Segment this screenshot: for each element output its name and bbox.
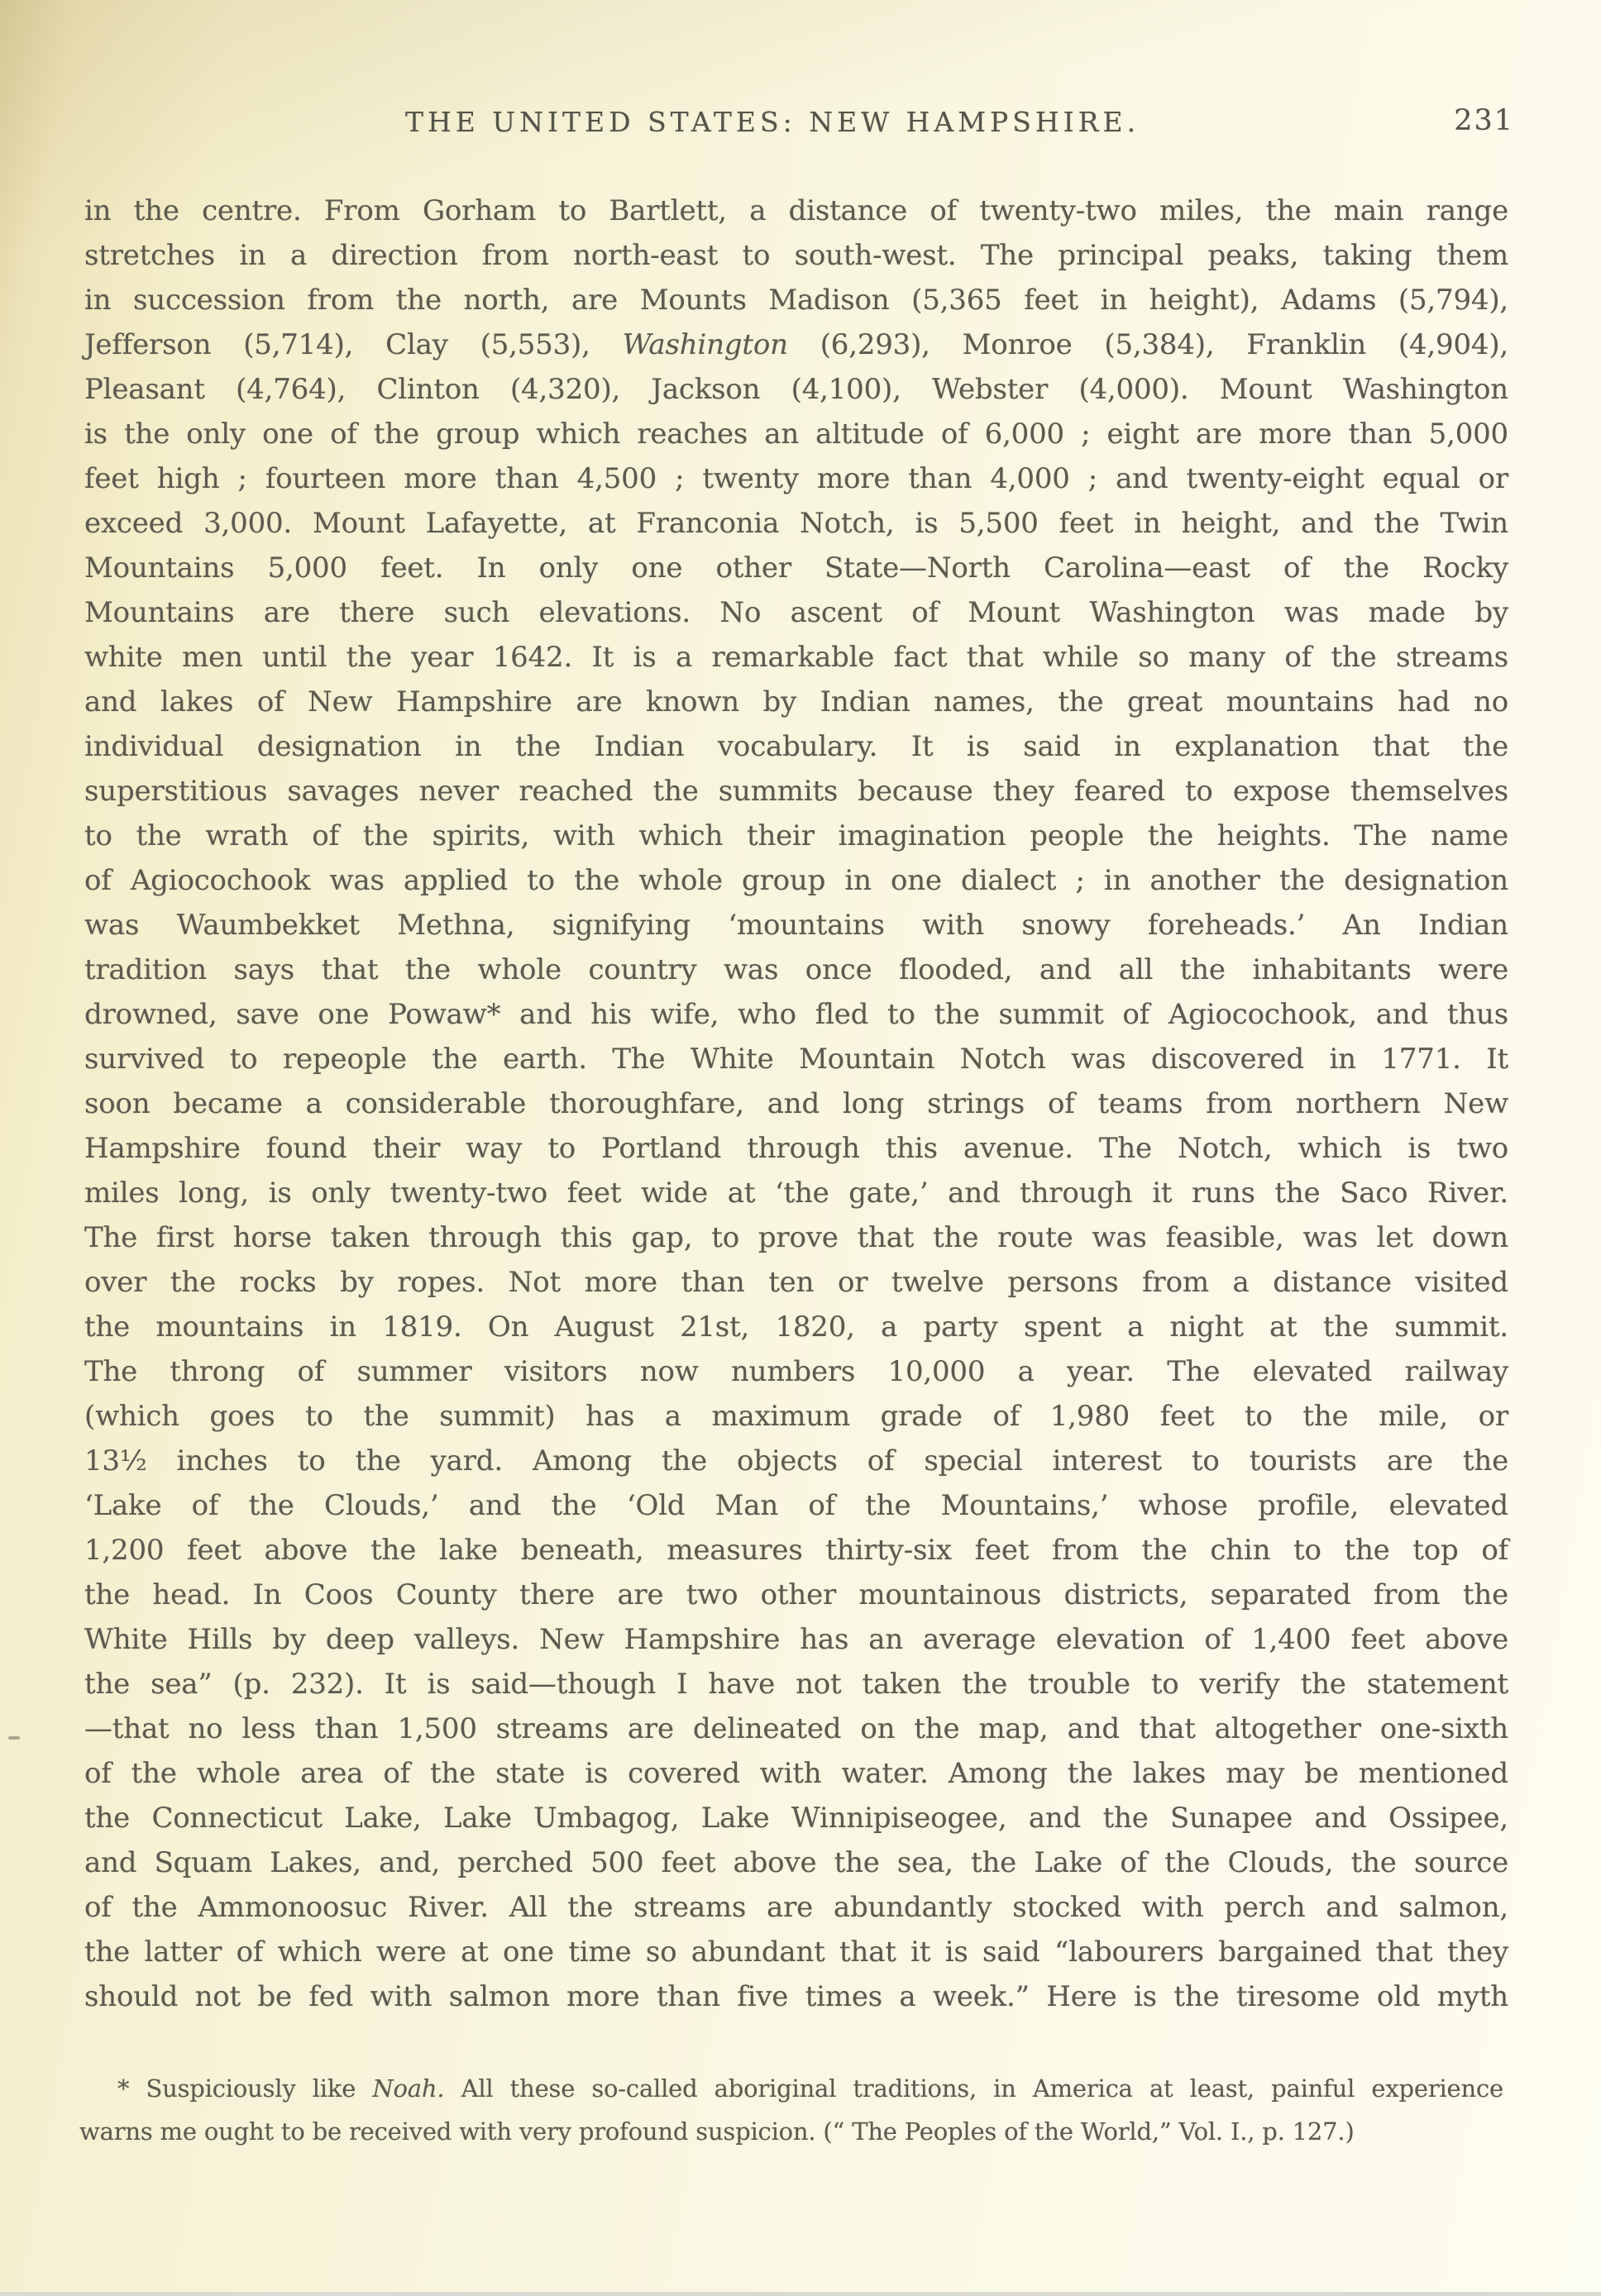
text-line: * Suspiciously like Noah. All these so-called aboriginal traditions, in America at least, painful experience: [117, 2074, 1503, 2103]
text-line: tradition says that the whole country was once flooded, and all the inhabitants were: [84, 953, 1508, 986]
text-line: stretches in a direction from north-east to south-west. The principal peaks, taking them: [84, 239, 1508, 272]
text-line: 1,200 feet above the lake beneath, measures thirty-six feet from the chin to the top of: [84, 1534, 1508, 1567]
text-line: the latter of which were at one time so abundant that it is said “labourers bargained that they: [84, 1936, 1508, 1969]
text-line: White Hills by deep valleys. New Hampshire has an average elevation of 1,400 feet above: [84, 1623, 1508, 1656]
text-line: Mountains 5,000 feet. In only one other State—North Carolina—east of the Rocky: [84, 551, 1508, 585]
text-line: and lakes of New Hampshire are known by Indian names, the great mountains had no: [84, 685, 1508, 718]
text-line: drowned, save one Powaw* and his wife, who fled to the summit of Agiocochook, and thus: [84, 998, 1508, 1031]
page-header: [87, 106, 1514, 146]
text-line: warns me ought to be received with very profound suspicion. (“ The Peoples of the World,” Vol. I., p. 127.): [79, 2117, 1355, 2146]
scan-edge-strip: [0, 2292, 1601, 2296]
text-line: the Connecticut Lake, Lake Umbagog, Lake Winnipiseogee, and the Sunapee and Ossipee,: [84, 1802, 1508, 1835]
emphasized-text: Noah.: [372, 2074, 445, 2103]
text-line: Mountains are there such elevations. No ascent of Mount Washington was made by: [84, 596, 1508, 629]
text-line: Hampshire found their way to Portland through this avenue. The Notch, which is two: [84, 1132, 1508, 1165]
text-line: miles long, is only twenty-two feet wide at ‘the gate,’ and through it runs the Saco River.: [84, 1177, 1508, 1210]
text-line: survived to repeople the earth. The White Mountain Notch was discovered in 1771. It: [84, 1043, 1508, 1076]
text-line: exceed 3,000. Mount Lafayette, at Franconia Notch, is 5,500 feet in height, and the Twin: [84, 507, 1508, 540]
body-text: [84, 189, 1508, 2019]
text-line: The throng of summer visitors now numbers 10,000 a year. The elevated railway: [84, 1355, 1508, 1388]
text-line: over the rocks by ropes. Not more than ten or twelve persons from a distance visited: [84, 1266, 1508, 1299]
footnote: [79, 2067, 1503, 2153]
emphasized-text: Washington: [622, 328, 788, 361]
text-line: —that no less than 1,500 streams are delineated on the map, and that altogether one-sixth: [84, 1712, 1508, 1745]
text-line: individual designation in the Indian vocabulary. It is said in explanation that the: [84, 730, 1508, 763]
text-line: in the centre. From Gorham to Bartlett, a distance of twenty-two miles, the main range: [84, 194, 1508, 227]
text-line: white men until the year 1642. It is a remarkable fact that while so many of the streams: [84, 641, 1508, 674]
text-line: should not be fed with salmon more than five times a week.” Here is the tiresome old myth: [84, 1980, 1508, 2013]
page-number: 231: [1454, 104, 1514, 137]
text-line: superstitious savages never reached the summits because they feared to expose themselves: [84, 775, 1508, 808]
text-line: is the only one of the group which reaches an altitude of 6,000 ; eight are more than 5,000: [84, 418, 1508, 451]
text-line: 13½ inches to the yard. Among the objects of special interest to tourists are the: [84, 1444, 1508, 1477]
text-line: of the whole area of the state is covered with water. Among the lakes may be mentioned: [84, 1757, 1508, 1790]
text-line: to the wrath of the spirits, with which their imagination people the heights. The name: [84, 819, 1508, 852]
text-line: The first horse taken through this gap, to prove that the route was feasible, was let down: [84, 1221, 1508, 1254]
running-title: THE UNITED STATES: NEW HAMPSHIRE.: [404, 106, 1140, 138]
text-line: was Waumbekket Methna, signifying ‘mountains with snowy foreheads.’ An Indian: [84, 909, 1508, 942]
margin-mark: [8, 1736, 20, 1740]
text-line: of Agiocochook was applied to the whole group in one dialect ; in another the designation: [84, 864, 1508, 897]
text-line: in succession from the north, are Mounts Madison (5,365 feet in height), Adams (5,794),: [84, 284, 1508, 317]
text-line: ‘Lake of the Clouds,’ and the ‘Old Man of the Mountains,’ whose profile, elevated: [84, 1489, 1508, 1522]
text-line: and Squam Lakes, and, perched 500 feet above the sea, the Lake of the Clouds, the source: [84, 1846, 1508, 1879]
text-line: soon became a considerable thoroughfare, and long strings of teams from northern New: [84, 1087, 1508, 1120]
text-line: the head. In Coos County there are two other mountainous districts, separated from the: [84, 1578, 1508, 1611]
text-line: the mountains in 1819. On August 21st, 1820, a party spent a night at the summit.: [84, 1310, 1508, 1344]
text-line: the sea” (p. 232). It is said—though I have not taken the trouble to verify the statement: [84, 1668, 1508, 1701]
text-line: (which goes to the summit) has a maximum grade of 1,980 feet to the mile, or: [84, 1400, 1508, 1433]
text-line: feet high ; fourteen more than 4,500 ; twenty more than 4,000 ; and twenty-eight equal or: [84, 462, 1508, 495]
text-line: Pleasant (4,764), Clinton (4,320), Jackson (4,100), Webster (4,000). Mount Washington: [84, 373, 1508, 406]
text-line: of the Ammonoosuc River. All the streams are abundantly stocked with perch and salmon,: [84, 1891, 1508, 1924]
text-line: Jefferson (5,714), Clay (5,553), Washington (6,293), Monroe (5,384), Franklin (4,904),: [84, 328, 1509, 361]
